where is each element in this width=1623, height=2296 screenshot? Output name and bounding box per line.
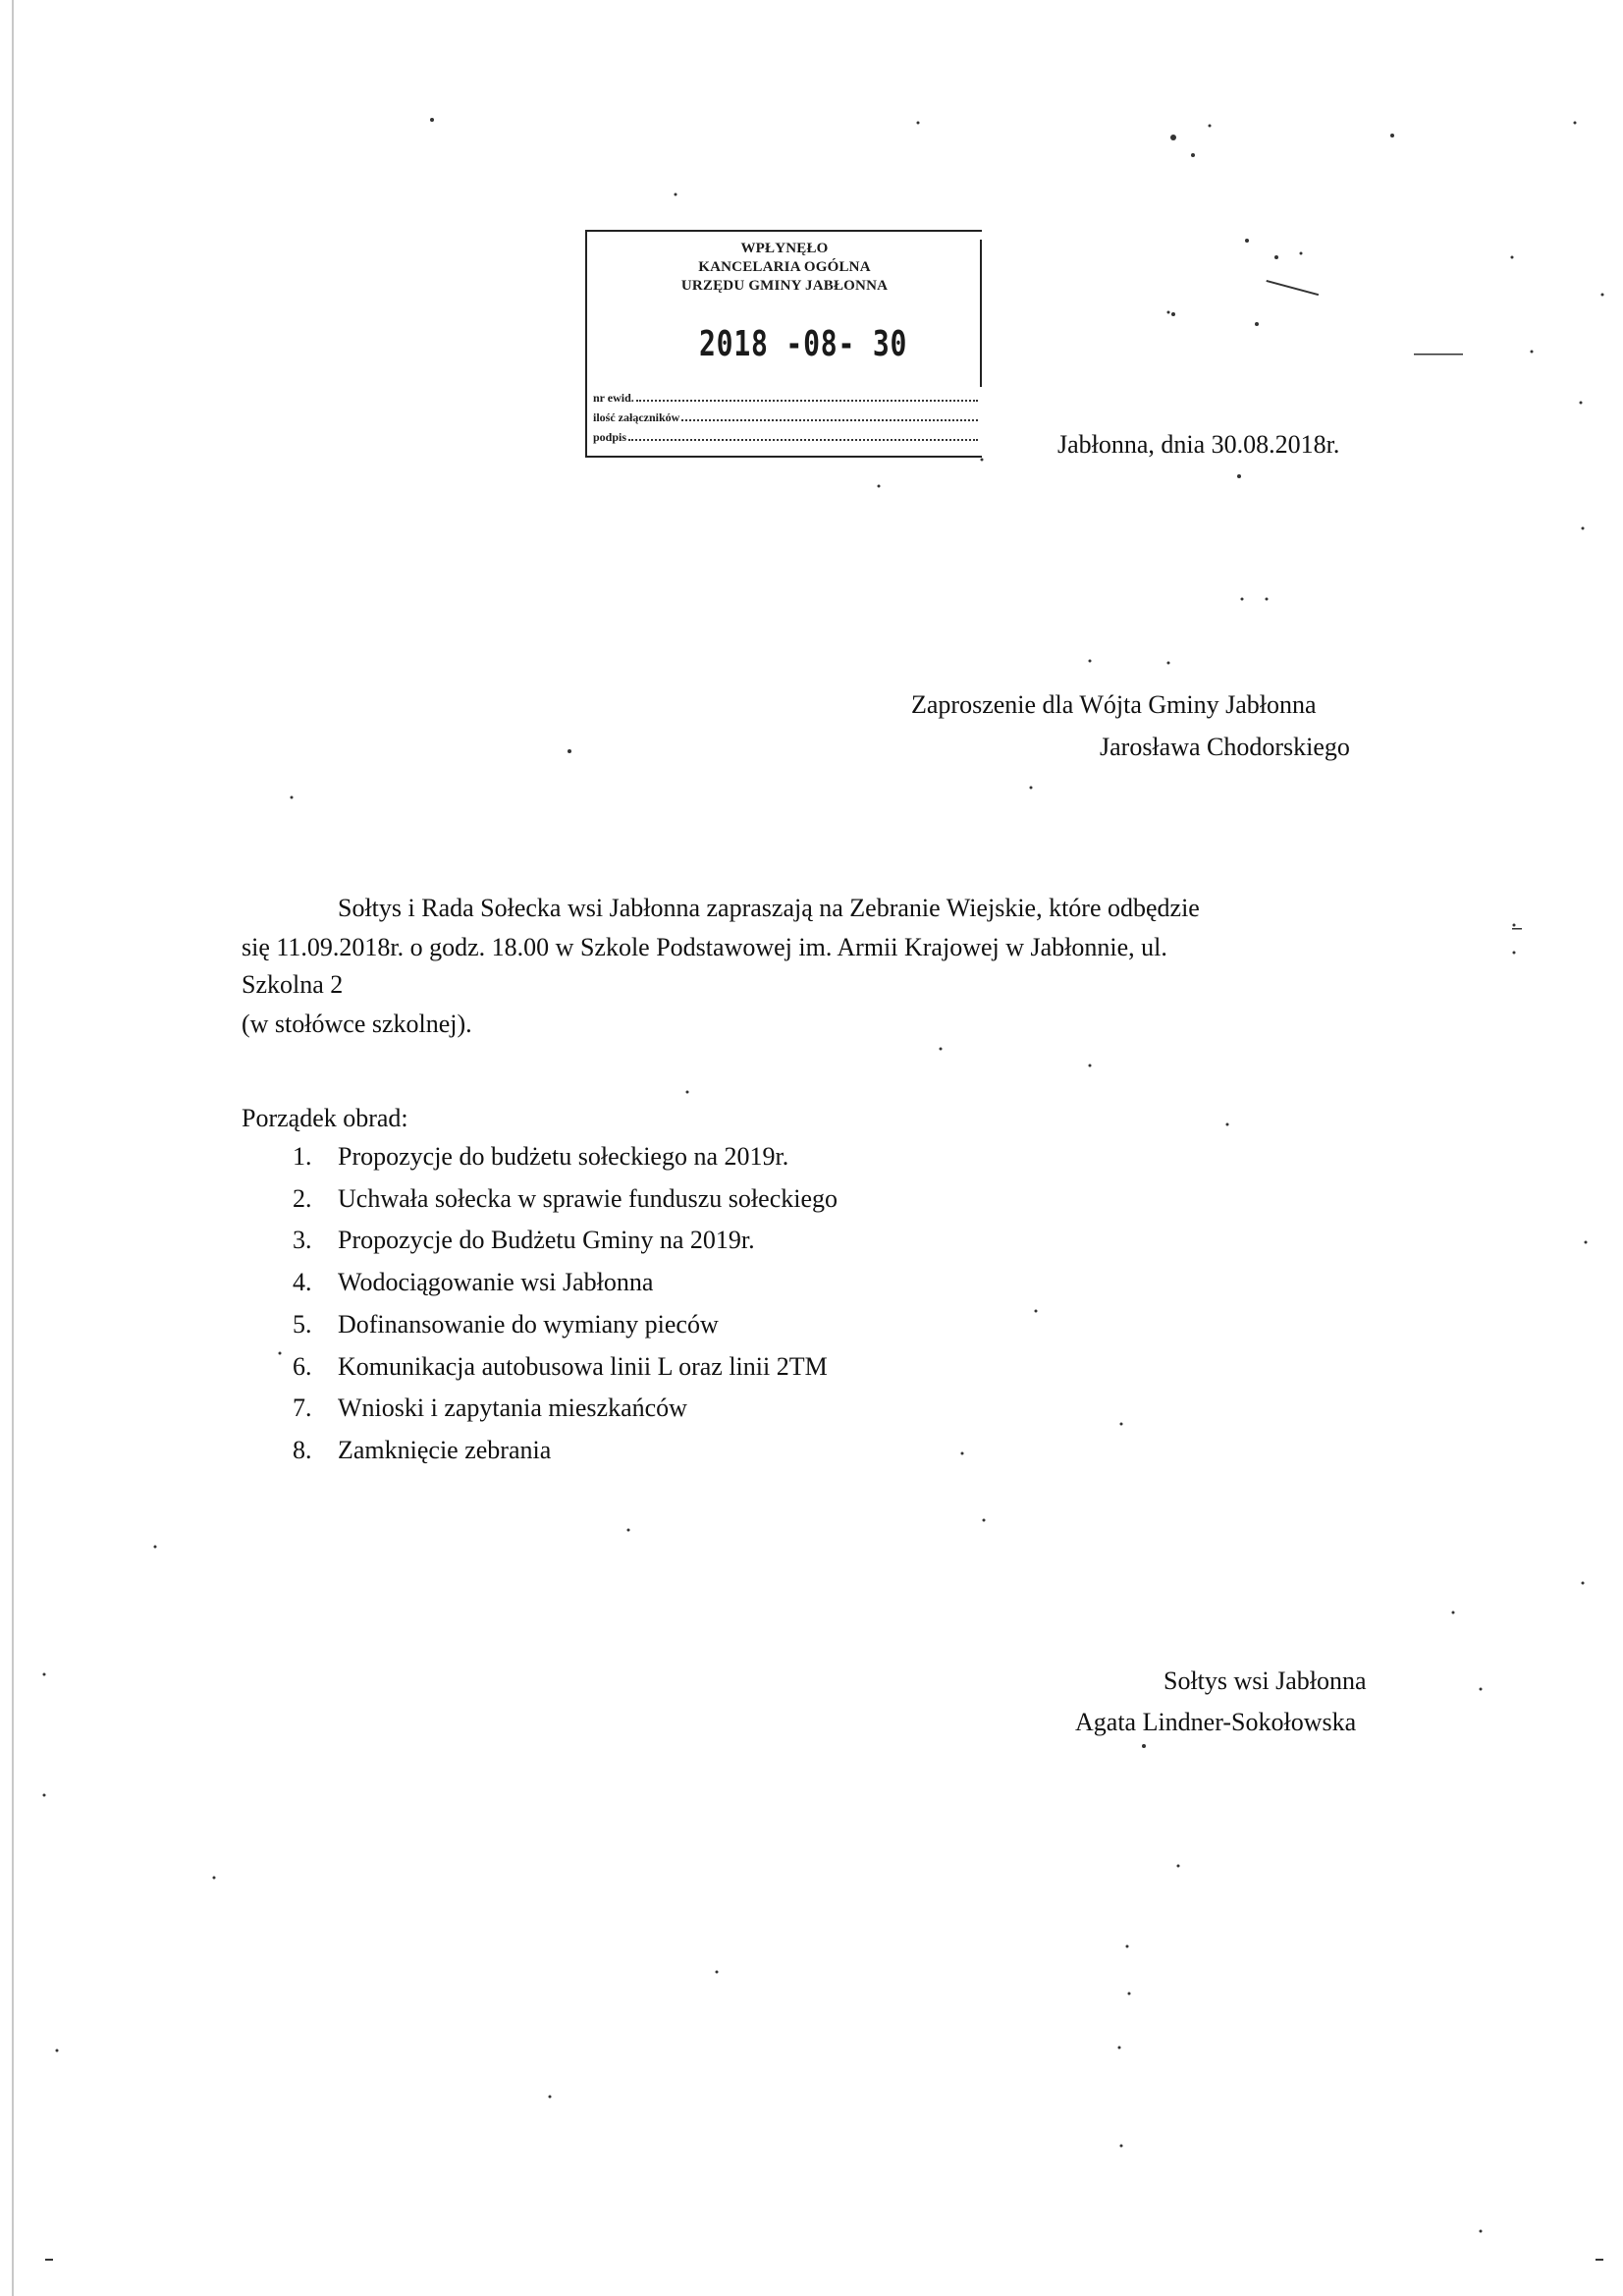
agenda-item-text: Komunikacja autobusowa linii L oraz linii 2TM <box>338 1351 828 1381</box>
agenda-item-number: 3. <box>293 1226 312 1255</box>
agenda-item-text: Uchwała sołecka w sprawie funduszu sołeckiego <box>338 1183 838 1213</box>
agenda-item-number: 4. <box>293 1268 312 1297</box>
stamp-row-signature-label: podpis <box>593 430 627 444</box>
place-and-date: Jabłonna, dnia 30.08.2018r. <box>1057 430 1340 459</box>
agenda-item-number: 7. <box>293 1394 312 1423</box>
stamp-row-nr-label: nr ewid. <box>593 391 634 405</box>
stamp-date: 2018 -08- 30 <box>699 324 908 364</box>
agenda-item-text: Dofinansowanie do wymiany pieców <box>338 1309 719 1339</box>
stamp-row-attachments-label: ilość załączników <box>593 410 680 424</box>
signatory-title: Sołtys wsi Jabłonna <box>1163 1667 1367 1695</box>
agenda-item-number: 8. <box>293 1435 312 1464</box>
stamp-line-received: WPŁYNĘŁO <box>740 241 829 256</box>
body-line: (w stołówce szkolnej). <box>242 1010 472 1038</box>
agenda-heading: Porządek obrad: <box>242 1104 408 1132</box>
body-line: się 11.09.2018r. o godz. 18.00 w Szkole Podstawowej im. Armii Krajowej w Jabłonnie, ul. <box>242 933 1167 961</box>
stamp-line-office: KANCELARIA OGÓLNA <box>698 259 871 275</box>
agenda-item-number: 2. <box>293 1183 312 1213</box>
body-line: Szkolna 2 <box>242 970 344 999</box>
signatory-name: Agata Lindner-Sokołowska <box>1075 1708 1357 1736</box>
agenda-item-text: Zamknięcie zebrania <box>338 1435 552 1464</box>
agenda-item-text: Propozycje do budżetu sołeckiego na 2019r. <box>338 1142 789 1171</box>
addressee-name: Jarosława Chodorskiego <box>1100 733 1350 761</box>
agenda-item-text: Wnioski i zapytania mieszkańców <box>338 1394 687 1423</box>
invitation-title: Zaproszenie dla Wójta Gminy Jabłonna <box>911 690 1317 719</box>
stamp-line-authority: URZĘDU GMINY JABŁONNA <box>680 278 889 294</box>
agenda-item-number: 6. <box>293 1351 312 1381</box>
agenda-item-number: 5. <box>293 1309 312 1339</box>
body-line: Sołtys i Rada Sołecka wsi Jabłonna zapraszają na Zebranie Wiejskie, które odbędzie <box>338 894 1200 922</box>
agenda-item-number: 1. <box>293 1142 312 1171</box>
agenda-item-text: Propozycje do Budżetu Gminy na 2019r. <box>338 1226 755 1255</box>
agenda-item-text: Wodociągowanie wsi Jabłonna <box>338 1268 654 1297</box>
